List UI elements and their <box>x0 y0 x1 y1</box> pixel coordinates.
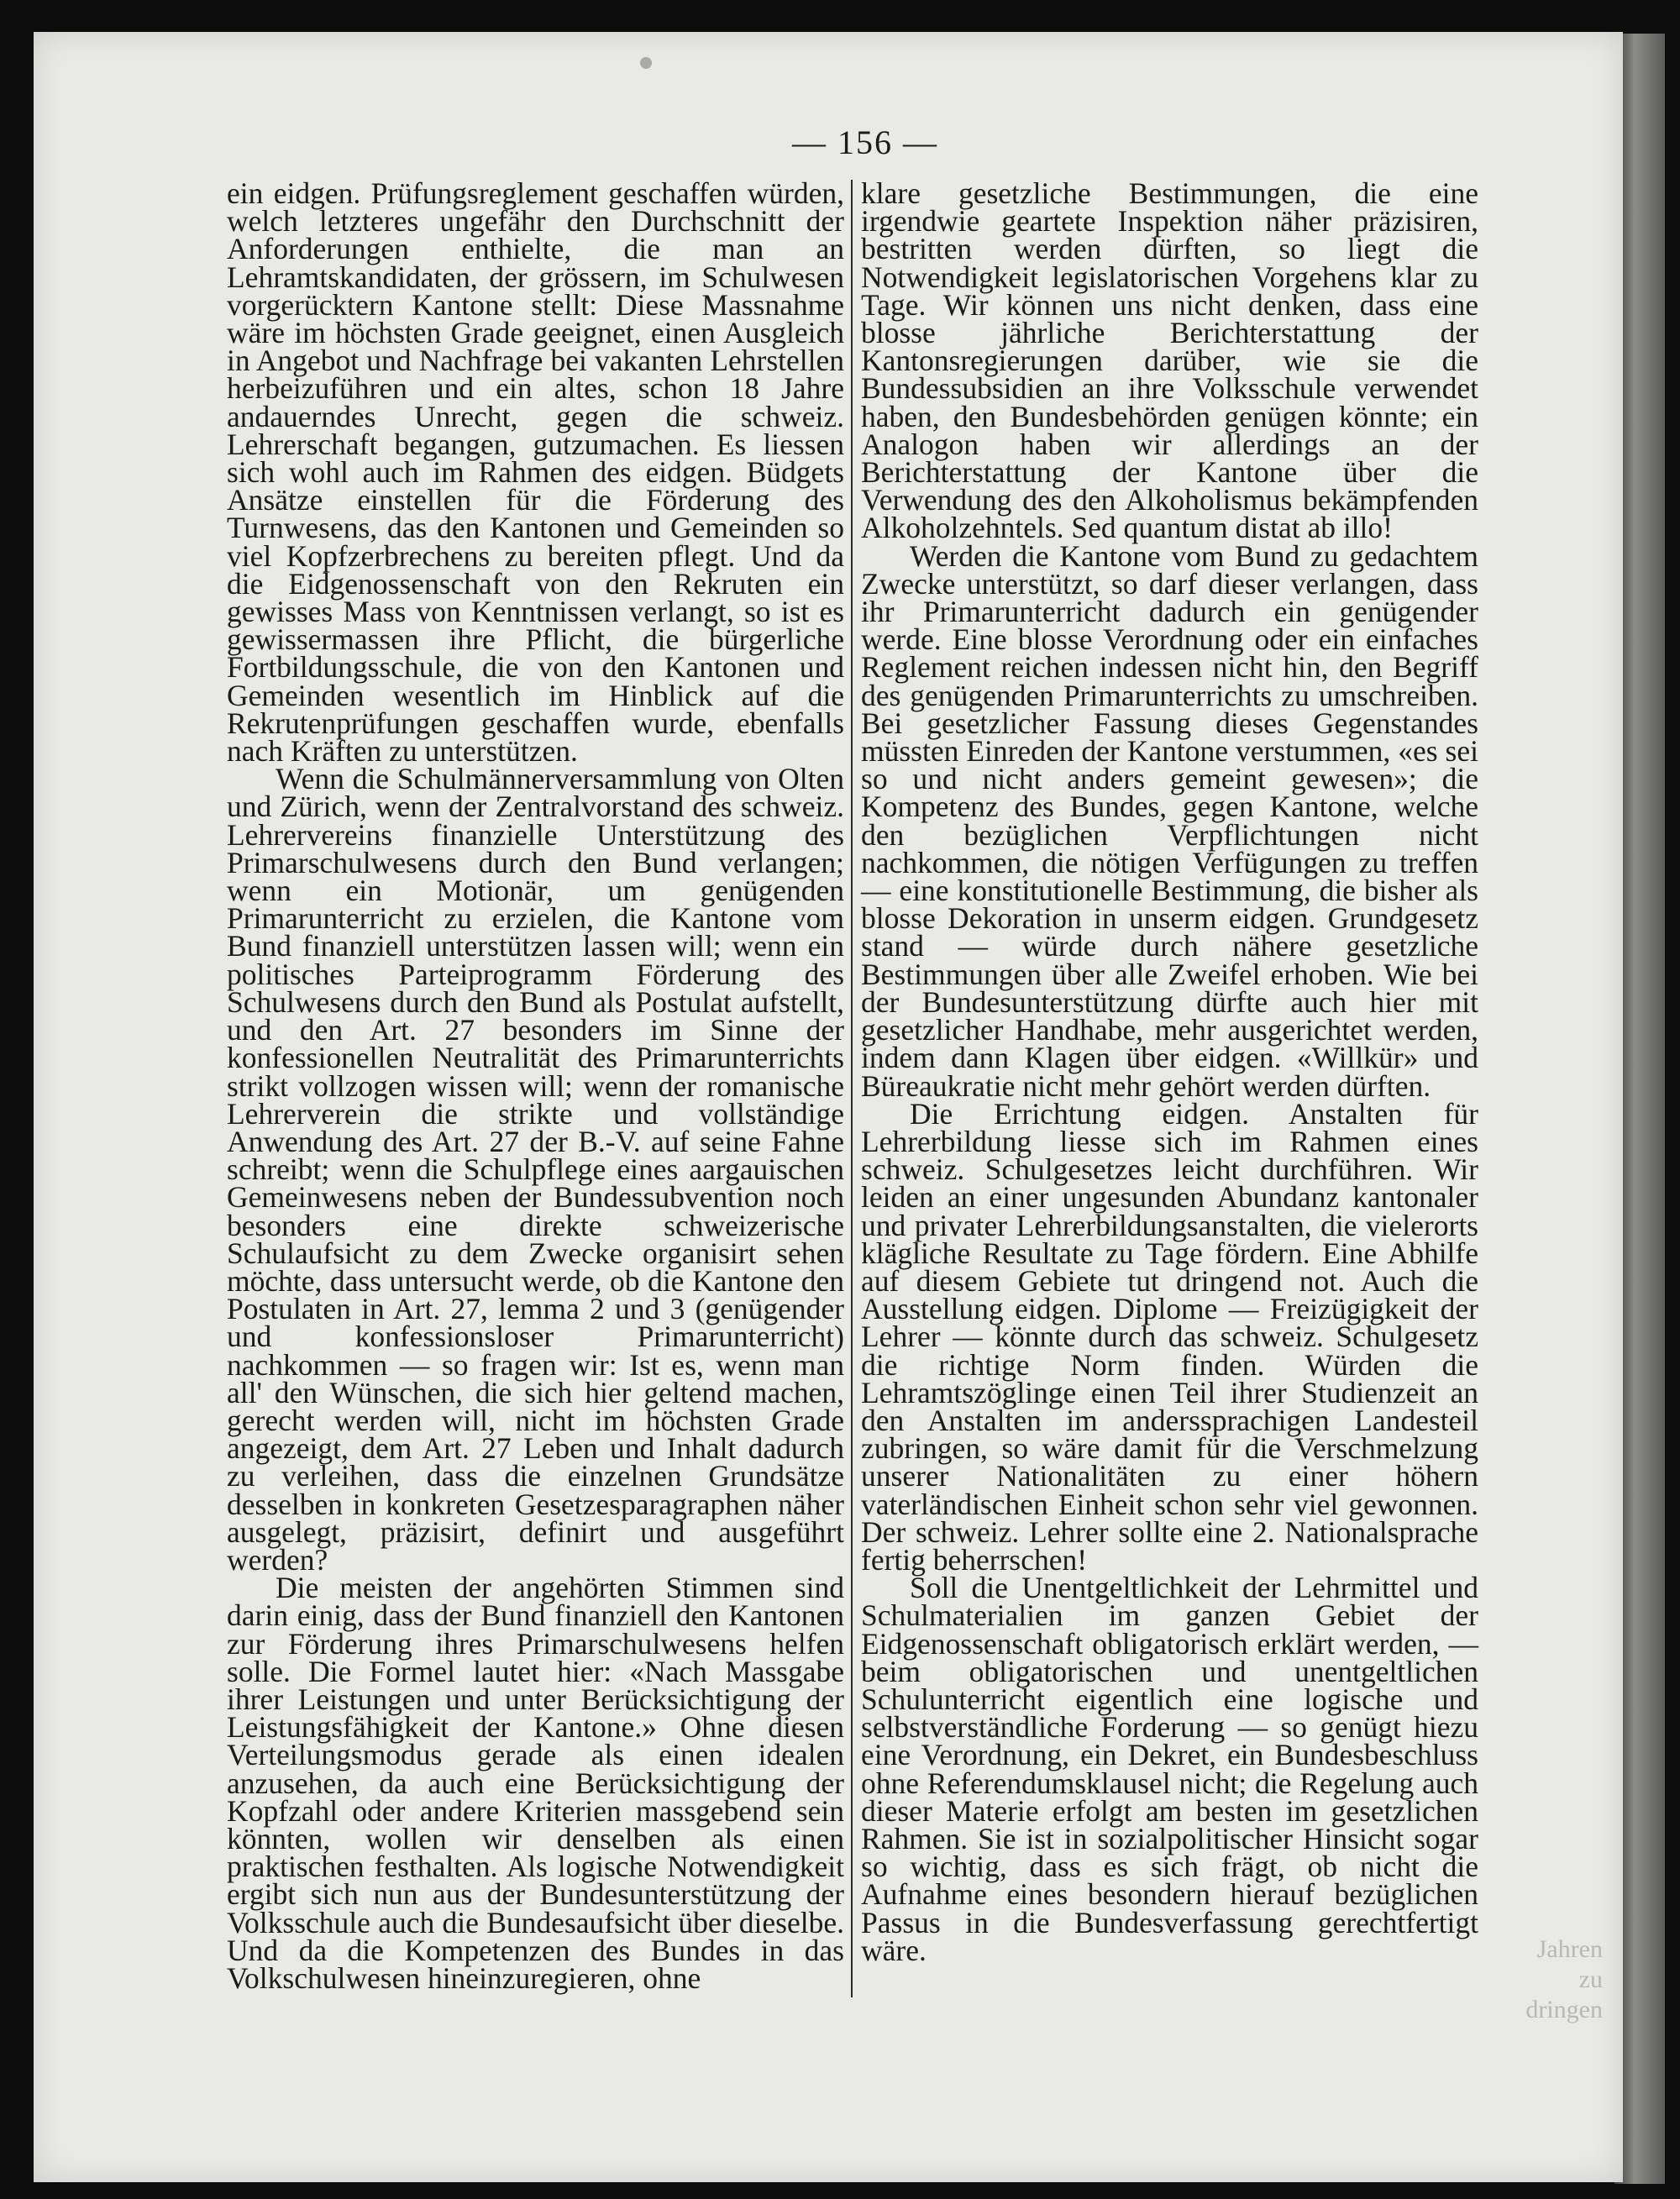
book-page <box>34 32 1623 2182</box>
left-paragraph-1: ein eidgen. Prüfungsreglement geschaffen würden, welch letzteres ungefähr den Durchschnitt der Anforderungen enthielte, die man an Lehramtskandidaten, der grössern, im Schulwesen vorgerücktern Kantone stellt: Diese Massnahme wäre im höchsten Grade geeignet, einen Ausgleich in Angebot und Nachfrage bei vakanten Lehrstellen herbeizuführen und ein altes, schon 18 Jahre andauerndes Unrecht, gegen die schweiz. Lehrerschaft begangen, gutzumachen. Es liessen sich wohl auch im Rahmen des eidgen. Büdgets Ansätze einstellen für die Förderung des Turnwesens, das den Kantonen und Gemeinden so viel Kopfzerbrechens zu bereiten pflegt. Und da die Eidgenossenschaft von den Rekruten ein gewisses Mass von Kenntnissen verlangt, so ist es gewissermassen ihre Pflicht, die bürgerliche Fortbildungsschule, die von den Kantonen und Gemeinden wesentlich im Hinblick auf die Rekrutenprüfungen geschaffen wurde, ebenfalls nach Kräften zu unterstützen. <box>227 176 844 769</box>
bleed-through-line-1: Jahren <box>1536 1935 1603 1963</box>
left-column <box>227 176 844 1995</box>
column-divider <box>851 180 853 1997</box>
right-paragraph-4: Soll die Unentgeltlichkeit der Lehrmittel und Schulmaterialien im ganzen Gebiet der Eidgenossenschaft obligatorisch erklärt werden, — beim obligatorischen und unentgeltlichen Schulunterricht eigentlich eine logische und selbstverständliche Forderung — so genügt hiezu eine Verordnung, ein Dekret, ein Bundesbeschluss ohne Referendumsklausel nicht; die Regelung auch dieser Materie erfolgt am besten im gesetzlichen Rahmen. Sie ist in sozialpolitischer Hinsicht sogar so wichtig, dass es sich frägt, ob nicht die Aufnahme eines besondern hierauf bezüglichen Passus in die Bundesverfassung gerechtfertigt wäre. <box>861 1571 1478 1967</box>
left-paragraph-2: Wenn die Schulmännerversammlung von Olten und Zürich, wenn der Zentralvorstand des schweiz. Lehrervereins finanzielle Unterstützung des Primarschulwesens durch den Bund verlangen; wenn ein Motionär, um genügenden Primarunterricht zu erzielen, die Kantone vom Bund finanziell unterstützen lassen will; wenn ein politisches Parteiprogramm Förderung des Schulwesens durch den Bund als Postulat aufstellt, und den Art. 27 besonders im Sinne der konfessionellen Neutralität des Primarunterrichts strikt vollzogen wissen will; wenn der romanische Lehrerverein die strikte und vollständige Anwendung des Art. 27 der B.-V. auf seine Fahne schreibt; wenn die Schulpflege eines aargauischen Gemeinwesens neben der Bundessubvention noch besonders eine direkte schweizerische Schulaufsicht zu dem Zwecke organisirt sehen möchte, dass untersucht werde, ob die Kantone den Postulaten in Art. 27, lemma 2 und 3 (genügender und konfessionsloser Primarunterricht) nachkommen — so fragen wir: Ist es, wenn man all' den Wünschen, die sich hier geltend machen, gerecht werden will, nicht im höchsten Grade angezeigt, dem Art. 27 Leben und Inhalt dadurch zu verleihen, dass die einzelnen Grundsätze desselben in konkreten Gesetzesparagraphen näher ausgelegt, präzisirt, definirt und ausgeführt werden? <box>227 762 844 1577</box>
bleed-through-text <box>1502 1934 1603 2025</box>
bleed-through-line-2: zu dringen <box>1525 1965 1603 2023</box>
right-paragraph-2: Werden die Kantone vom Bund zu gedachtem Zwecke unterstützt, so darf dieser verlangen, dass ihr Primarunterricht dadurch ein genügender werde. Eine blosse Verordnung oder ein einfaches Reglement reichen indessen nicht hin, den Begriff des genügenden Primarunterrichts zu umschreiben. Bei gesetzlicher Fassung dieses Gegenstandes müssten Einreden der Kantone verstummen, «es sei so und nicht anders gemeint gewesen»; die Kompetenz des Bundes, gegen Kantone, welche den bezüglichen Verpflichtungen nicht nachkommen, die nötigen Verfügungen zu treffen — eine konstitutionelle Bestimmung, die bisher als blosse Dekoration in unserm eidgen. Grundgesetz stand — würde durch nähere gesetzliche Bestimmungen über alle Zweifel erhoben. Wie bei der Bundesunterstützung dürfte auch hier mit gesetzlicher Handhabe, mehr ausgerichtet werden, indem dann Klagen über eidgen. «Willkür» und Büreaukratie nicht mehr gehört werden dürften. <box>861 538 1478 1103</box>
left-paragraph-3: Die meisten der angehörten Stimmen sind darin einig, dass der Bund finanziell den Kantonen zur Förderung ihres Primarschulwesens helfen solle. Die Formel lautet hier: «Nach Massgabe ihrer Leistungen und unter Berücksichtigung der Leistungsfähigkeit der Kantone.» Ohne diesen Verteilungsmodus gerade als einen idealen anzusehen, da auch eine Berücksichtigung der Kopfzahl oder andere Kriterien massgebend sein könnten, wollen wir denselben als einen praktischen festhalten. Als logische Notwendigkeit ergibt sich nun aus der Bundesunterstützung der Volksschule auch die Bundesaufsicht über dieselbe. Und da die Kompetenzen des Bundes in das Volkschulwesen hineinzuregieren, ohne <box>227 1571 844 1995</box>
page-number: — 156 — <box>792 123 938 161</box>
right-paragraph-3: Die Errichtung eidgen. Anstalten für Lehrerbildung liesse sich im Rahmen eines schweiz. Schulgesetzes leicht durchführen. Wir leiden an einer ungesunden Abundanz kantonaler und privater Lehrerbildungsanstalten, die vielerorts klägliche Resultate zu Tage fördern. Eine Abhilfe auf diesem Gebiete tut dringend not. Auch die Ausstellung eidgen. Diplome — Freizügigkeit der Lehrer — könnte durch das schweiz. Schulgesetz die richtige Norm finden. Würden die Lehramtszöglinge einen Teil ihrer Studienzeit an den Anstalten im anderssprachigen Landesteil zubringen, so wäre damit für die Verschmelzung unserer Nationalitäten zu einer höhern vaterländischen Einheit schon sehr viel gewonnen. Der schweiz. Lehrer sollte eine 2. Nationalsprache fertig beherrschen! <box>861 1096 1478 1577</box>
right-column <box>861 176 1478 1967</box>
right-paragraph-1: klare gesetzliche Bestimmungen, die eine irgendwie geartete Inspektion näher präzisiren, bestritten werden dürften, so liegt die Notwendigkeit legislatorischen Vorgehens klar zu Tage. Wir können uns nicht denken, dass eine blosse jährliche Berichterstattung der Kantonsregierungen darüber, wie sie die Bundessubsidien an ihre Volksschule verwendet haben, den Bundesbehörden genügen könnte; ein Analogon haben wir allerdings an der Berichterstattung der Kantone über die Verwendung des den Alkoholismus bekämpfenden Alkoholzehntels. Sed quantum distat ab illo! <box>861 176 1478 545</box>
binding-hole <box>640 57 652 69</box>
